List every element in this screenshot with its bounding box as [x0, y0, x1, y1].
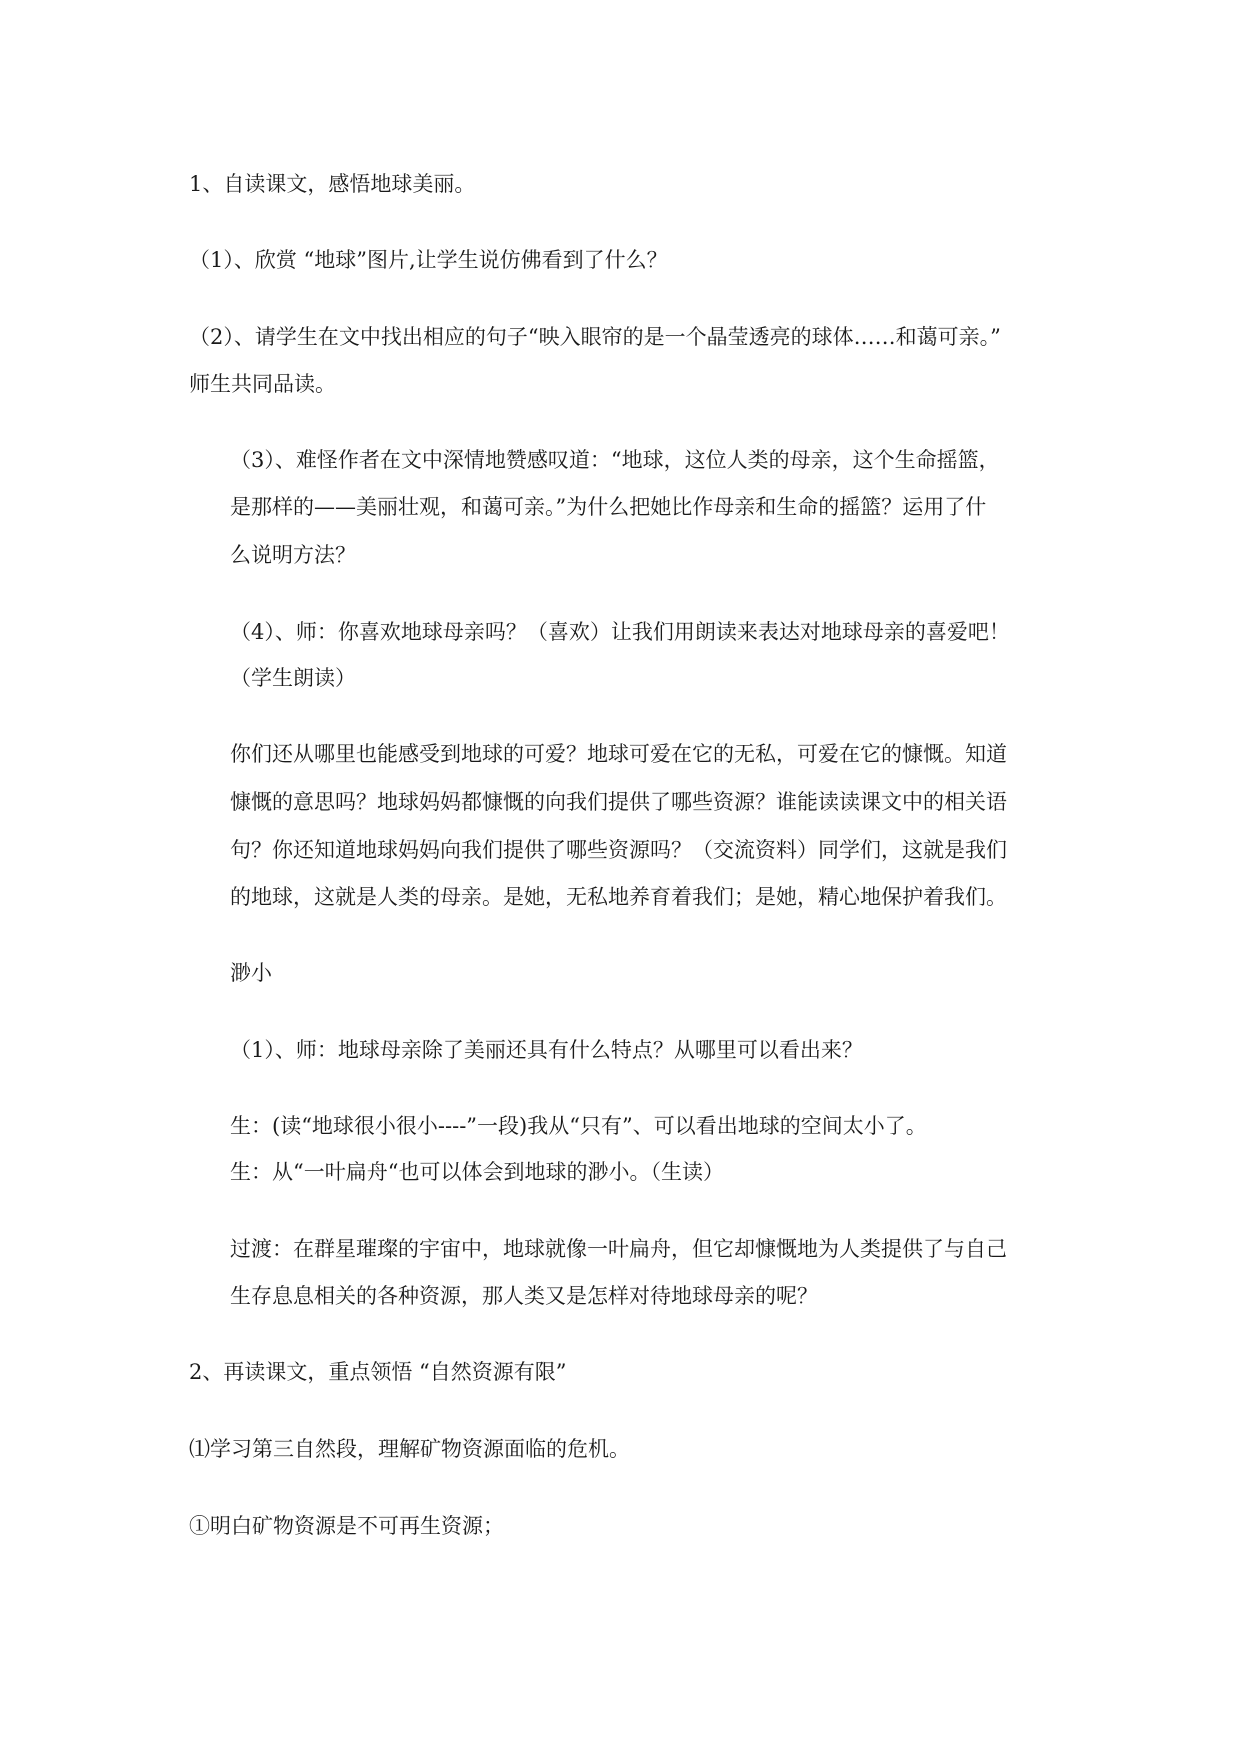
paragraph-line: 过渡：在群星璀璨的宇宙中，地球就像一叶扁舟，但它却慷慨地为人类提供了与自己: [230, 1237, 1007, 1261]
paragraph-line: （4）、师：你喜欢地球母亲吗？（喜欢）让我们用朗读来表达对地球母亲的喜爱吧！: [230, 620, 1010, 644]
paragraph-line: ①明白矿物资源是不可再生资源；: [189, 1514, 504, 1538]
paragraph-line: 生存息息相关的各种资源，那人类又是怎样对待地球母亲的呢？: [230, 1284, 818, 1308]
paragraph-line: 慷慨的意思吗？地球妈妈都慷慨的向我们提供了哪些资源？谁能读读课文中的相关语: [230, 790, 1007, 814]
paragraph-line: ⑴学习第三自然段，理解矿物资源面临的危机。: [189, 1437, 630, 1461]
paragraph-line: 的地球，这就是人类的母亲。是她，无私地养育着我们；是她，精心地保护着我们。: [230, 885, 1007, 909]
paragraph-line: （学生朗读）: [230, 666, 356, 690]
paragraph-line: 你们还从哪里也能感受到地球的可爱？地球可爱在它的无私，可爱在它的慷慨。知道: [230, 742, 1007, 766]
paragraph-line: 句？你还知道地球妈妈向我们提供了哪些资源吗？（交流资料）同学们，这就是我们: [230, 838, 1007, 862]
section-2-heading: 2、再读课文，重点领悟 “自然资源有限”: [189, 1360, 567, 1384]
paragraph-line: 是那样的——美丽壮观，和蔼可亲。”为什么把她比作母亲和生命的摇篮？运用了什: [230, 495, 987, 519]
subheading-line: 渺小: [230, 961, 272, 985]
paragraph-line: 生：(读“地球很小很小----”一段)我从“只有”、可以看出地球的空间太小了。: [230, 1114, 927, 1138]
paragraph-line: （3）、难怪作者在文中深情地赞感叹道：“地球，这位人类的母亲，这个生命摇篮，: [230, 448, 1000, 472]
paragraph-line: （1）、师：地球母亲除了美丽还具有什么特点？从哪里可以看出来？: [230, 1038, 863, 1062]
paragraph-line: （1）、欣赏 “地球”图片,让学生说仿佛看到了什么？: [189, 248, 668, 272]
paragraph-line: 师生共同品读。: [189, 372, 336, 396]
paragraph-line: 生：从“一叶扁舟“也可以体会到地球的渺小。（生读）: [230, 1160, 724, 1184]
section-1-heading: 1、自读课文，感悟地球美丽。: [189, 172, 476, 196]
paragraph-line: （2）、请学生在文中找出相应的句子“映入眼帘的是一个晶莹透亮的球体……和蔼可亲。”: [189, 325, 1001, 349]
paragraph-line: 么说明方法？: [230, 543, 356, 567]
